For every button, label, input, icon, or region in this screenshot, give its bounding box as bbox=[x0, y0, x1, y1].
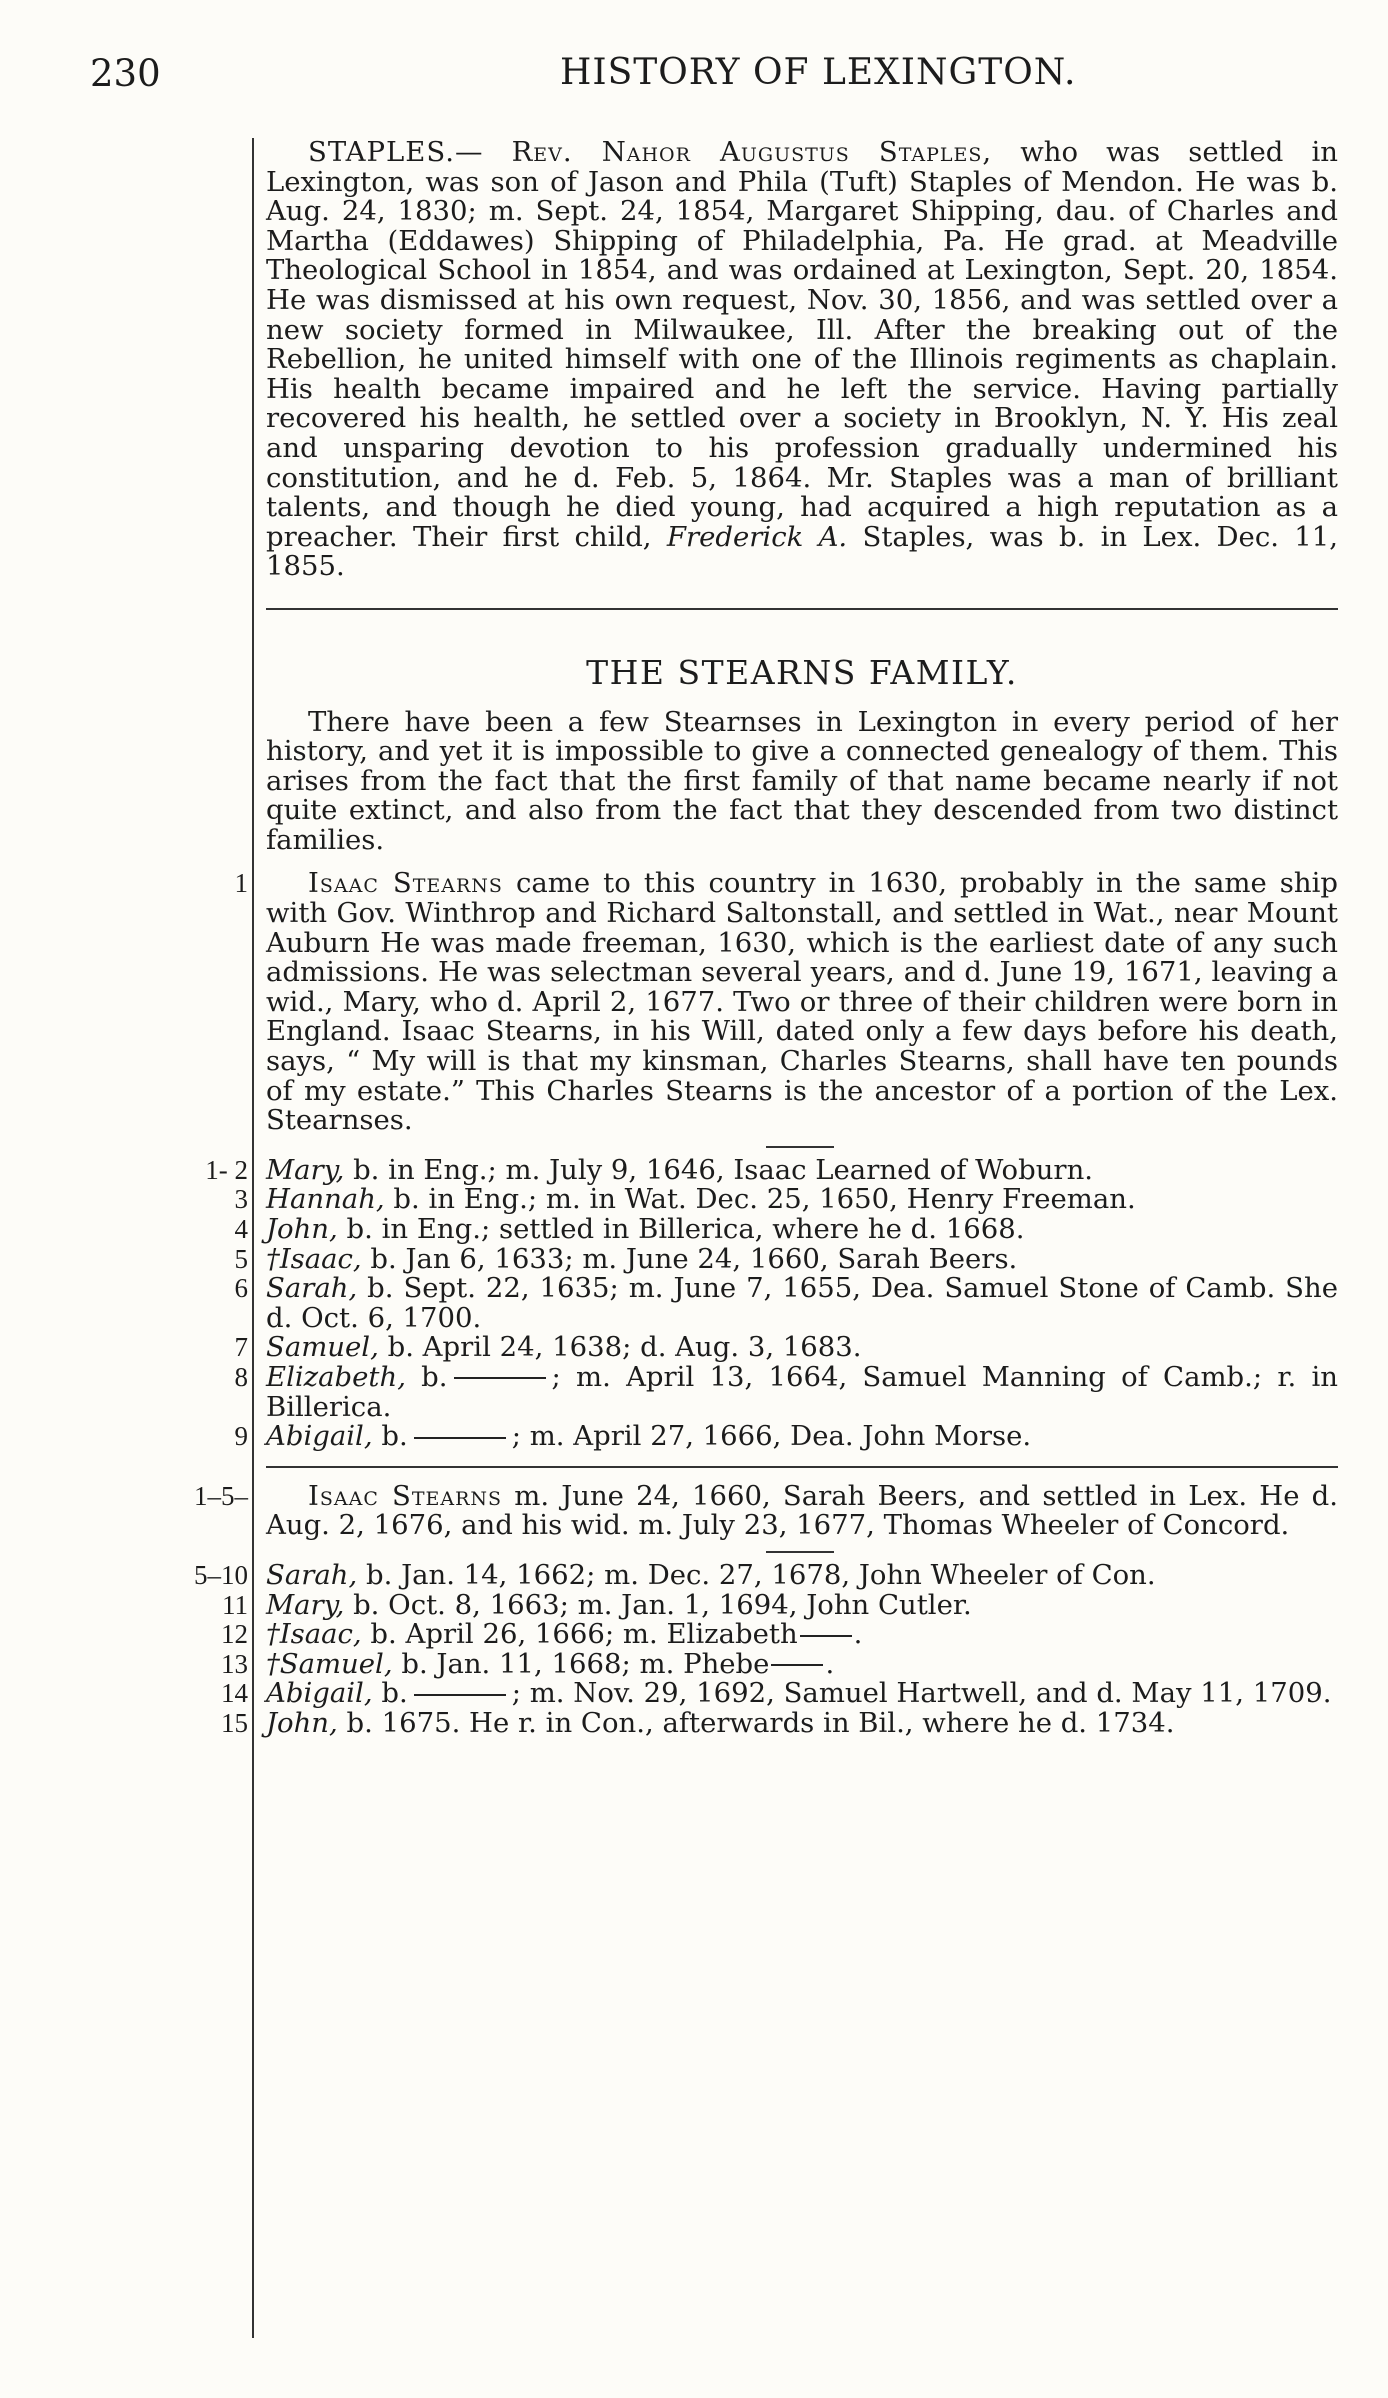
child-name: Mary, bbox=[266, 1153, 345, 1186]
list-item bbox=[234, 1331, 1338, 1364]
list-item bbox=[222, 1588, 1338, 1621]
entry-divider bbox=[266, 1466, 1338, 1468]
child-tail: . bbox=[825, 1647, 835, 1680]
staples-entry bbox=[266, 138, 1338, 582]
list-item bbox=[205, 1153, 1338, 1186]
entry-text: m. June 24, 1660, Sarah Beers, and settled in Lex. He d. Aug. 2, 1676, and his wid. m. July 23, 1677, Thomas Wheeler of Concord. bbox=[266, 1479, 1339, 1542]
running-title: HISTORY OF LEXINGTON. bbox=[560, 52, 1077, 93]
list-item-number: 9 bbox=[234, 1421, 248, 1452]
section-divider bbox=[266, 608, 1338, 610]
list-item-number: 6 bbox=[234, 1273, 248, 1304]
child-name: Mary, bbox=[266, 1588, 345, 1621]
list-item-number: 14 bbox=[221, 1678, 248, 1709]
child-text: b. Oct. 8, 1663; m. Jan. 1, 1694, John Cutler. bbox=[353, 1588, 972, 1621]
child-name: John, bbox=[266, 1213, 338, 1245]
entry-name: Isaac Stearns bbox=[308, 867, 503, 900]
child-text: b. April 26, 1666; m. Elizabeth bbox=[370, 1618, 798, 1651]
list-item-number: 13 bbox=[221, 1648, 248, 1679]
child-text: b. Jan. 11, 1668; m. Phebe bbox=[401, 1647, 770, 1680]
list-item-number: 7 bbox=[234, 1332, 248, 1363]
list-item bbox=[234, 1272, 1338, 1334]
child-text: ; m. April 13, 1664, Samuel Manning of Camb.; r. in Billerica. bbox=[266, 1360, 1338, 1423]
list-item bbox=[221, 1706, 1338, 1739]
entry-number: 1 bbox=[234, 868, 248, 899]
child-born: b. bbox=[421, 1360, 448, 1393]
name-blank bbox=[771, 1664, 823, 1666]
child-name: John, bbox=[266, 1706, 338, 1739]
child-text: b. Sept. 22, 1635; m. June 7, 1655, Dea. Samuel Stone of Camb. She d. Oct. 6, 1700. bbox=[266, 1272, 1338, 1334]
page-body bbox=[194, 136, 1339, 1739]
child-name: Abigail, bbox=[266, 1420, 373, 1453]
entry-isaac-2 bbox=[194, 1479, 1339, 1542]
child-name: †Isaac, bbox=[266, 1242, 362, 1275]
list-item bbox=[234, 1183, 1338, 1216]
child-name: Abigail, bbox=[266, 1677, 373, 1710]
child-text: b. Jan 6, 1633; m. June 24, 1660, Sarah Beers. bbox=[370, 1242, 1018, 1275]
child-name: Elizabeth, bbox=[266, 1360, 406, 1393]
list-item-number: 5–10 bbox=[194, 1559, 248, 1590]
child-name: Hannah, bbox=[266, 1183, 385, 1216]
child-name: Sarah, bbox=[266, 1558, 358, 1591]
list-item bbox=[234, 1213, 1338, 1245]
list-item-number: 4 bbox=[234, 1214, 248, 1244]
list-item bbox=[221, 1677, 1338, 1710]
child-text: b. Jan. 14, 1662; m. Dec. 27, 1678, John Wheeler of Con. bbox=[365, 1558, 1156, 1591]
children-divider bbox=[766, 1551, 834, 1553]
page-number: 230 bbox=[90, 52, 161, 95]
child-text: b. in Eng.; m. in Wat. Dec. 25, 1650, Henry Freeman. bbox=[393, 1183, 1136, 1216]
entry-name: Isaac Stearns bbox=[308, 1479, 503, 1512]
staples-child-name: Frederick A. bbox=[666, 520, 848, 553]
margin-rule bbox=[252, 138, 254, 2338]
date-blank bbox=[414, 1694, 506, 1696]
list-item-number: 12 bbox=[221, 1619, 248, 1650]
child-name: Sarah, bbox=[266, 1272, 358, 1305]
list-item bbox=[234, 1420, 1338, 1453]
entry-number: 1–5– bbox=[194, 1480, 248, 1511]
child-name: †Samuel, bbox=[266, 1647, 393, 1680]
child-text: b. April 24, 1638; d. Aug. 3, 1683. bbox=[387, 1331, 862, 1364]
date-blank bbox=[454, 1377, 546, 1379]
list-item-number: 1- 2 bbox=[205, 1154, 248, 1185]
child-name: Samuel, bbox=[266, 1331, 379, 1364]
child-text: b. in Eng.; m. July 9, 1646, Isaac Learned of Woburn. bbox=[353, 1153, 1094, 1186]
staples-text-1: who was settled in Lexington, was son of Jason and Phila (Tuft) Staples of Mendon. He was b. Aug. 24, 1830; m. Sept. 24, 1854, Margaret Shipping, dau. of Charles and Martha (Eddawes) Shipping of Philadelphia, Pa. He grad. at Meadville Theological School in 1854, and was ordained at Lexington, Sept. 20, 1854. He was dismissed at his own request, Nov. 30, 1856, and was settled over a new society formed in Milwaukee, Ill. After the breaking out of the Rebellion, he united himself with one of the Illinois regiments as chaplain. His health became impaired and he left the service. Having partially recovered his health, he settled over a society in Brooklyn, N. Y. His zeal and unsparing devotion to his profession gradually undermined his constitution, and he d. Feb. 5, 1864. Mr. Staples was a man of brilliant talents, and though he died young, had acquired a high reputation as a preacher. Their first child, bbox=[266, 136, 1338, 553]
list-item bbox=[194, 1558, 1338, 1591]
name-blank bbox=[800, 1635, 852, 1637]
entry-text: came to this country in 1630, probably in the same ship with Gov. Winthrop and Richard Saltonstall, and settled in Wat., near Mount Auburn He was made freeman, 1630, which is the earliest date of any such admissions. He was selectman several years, and d. June 19, 1671, leaving a wid., Mary, who d. April 2, 1677. Two or three of their children were born in England. Isaac Stearns, in his Will, dated only a few days before his death, says, “ My will is that my kinsman, Charles Stearns, shall have ten pounds of my estate.” This Charles Stearns is the ancestor of a portion of the Lex. Stearnses. bbox=[266, 867, 1338, 1137]
stearns-title: THE STEARNS FAMILY. bbox=[586, 652, 1018, 692]
list-item bbox=[221, 1618, 1338, 1651]
staples-name: Rev. Nahor Augustus Staples, bbox=[511, 136, 993, 168]
list-item-number: 11 bbox=[222, 1589, 248, 1620]
child-text: b. 1675. He r. in Con., afterwards in Bil., where he d. 1734. bbox=[346, 1706, 1175, 1739]
child-born: b. bbox=[381, 1420, 408, 1453]
children-divider bbox=[766, 1146, 834, 1148]
entry-isaac-1 bbox=[234, 867, 1338, 1137]
list-item-number: 15 bbox=[221, 1707, 248, 1738]
stearns-intro: There have been a few Stearnses in Lexington in every period of her history, and yet it is impossible to give a connected genealogy of them. This arises from the fact that the first family of that name became nearly if not quite extinct, and also from the fact that they descended from two distinct families. bbox=[266, 705, 1338, 856]
date-blank bbox=[414, 1437, 506, 1439]
list-item bbox=[234, 1360, 1338, 1423]
list-item-number: 8 bbox=[234, 1361, 248, 1392]
running-header bbox=[90, 52, 1330, 102]
list-item bbox=[234, 1242, 1338, 1275]
staples-text-2: Staples, was b. in Lex. Dec. 11, 1855. bbox=[266, 520, 1338, 583]
child-text: ; m. April 27, 1666, Dea. John Morse. bbox=[511, 1420, 1032, 1453]
child-tail: . bbox=[853, 1618, 863, 1651]
child-born: b. bbox=[381, 1677, 408, 1710]
child-name: †Isaac, bbox=[266, 1618, 362, 1651]
child-text: b. in Eng.; settled in Billerica, where he d. 1668. bbox=[346, 1213, 1025, 1245]
staples-lead: STAPLES.— bbox=[308, 136, 484, 168]
list-item-number: 5 bbox=[234, 1243, 248, 1274]
list-item-number: 3 bbox=[234, 1184, 248, 1215]
list-item bbox=[221, 1647, 1338, 1680]
child-text: ; m. Nov. 29, 1692, Samuel Hartwell, and d. May 11, 1709. bbox=[511, 1677, 1332, 1710]
